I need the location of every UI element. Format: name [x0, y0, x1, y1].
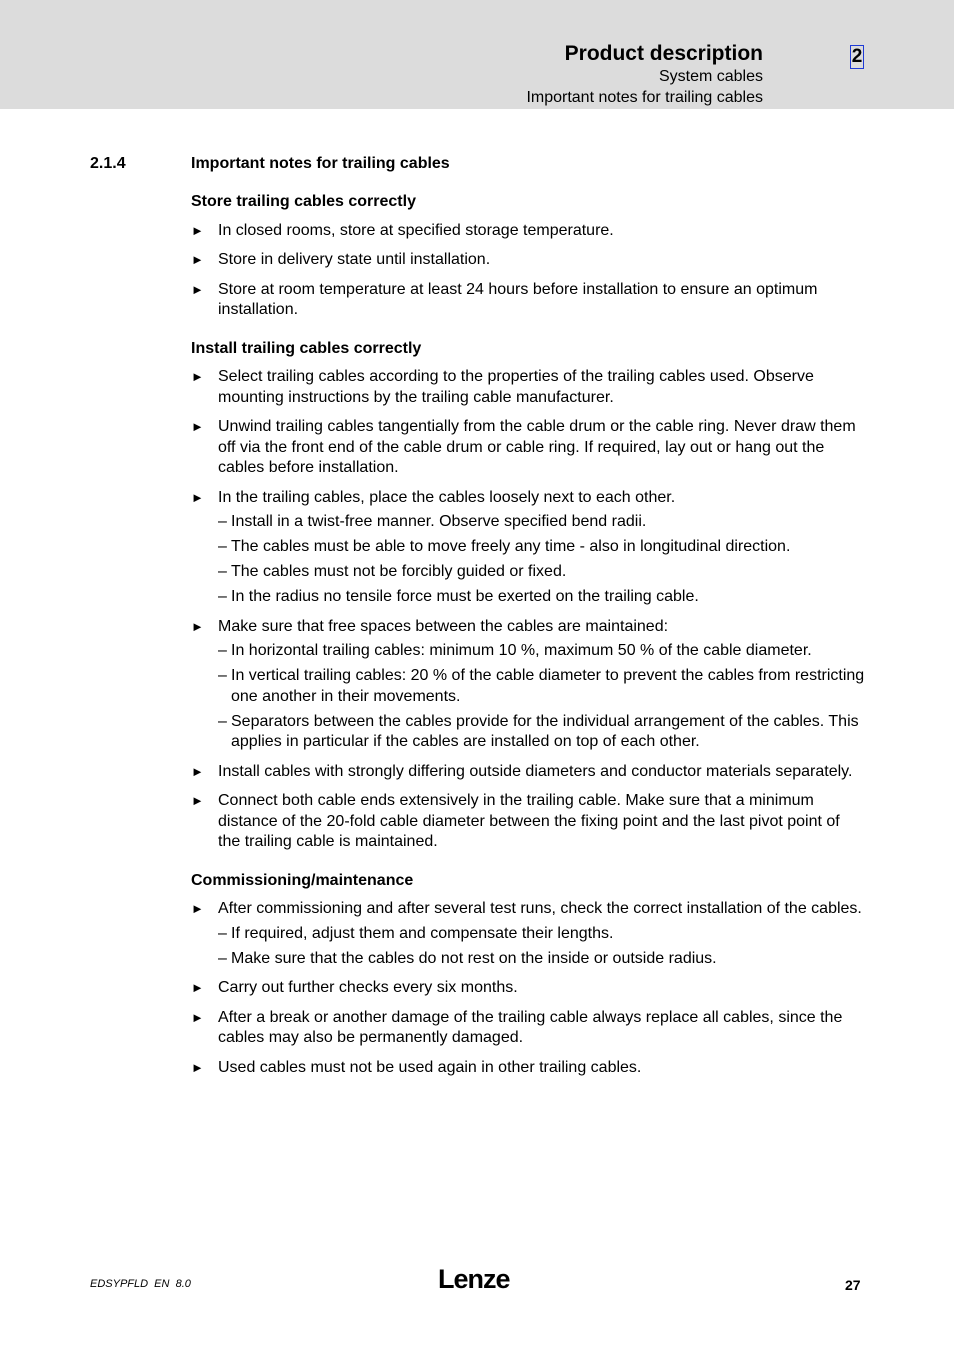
list-item	[191, 280, 866, 321]
bullet-arrow-icon: ►	[191, 1009, 204, 1025]
sub-text: In horizontal trailing cables: minimum 10 %, maximum 50 % of the cable diameter.	[231, 642, 812, 659]
header-title: Product description	[564, 42, 763, 65]
header-band	[0, 0, 954, 109]
sub-item	[191, 562, 866, 583]
bullet-arrow-icon: ►	[191, 1059, 204, 1075]
dash-icon: –	[218, 712, 227, 730]
chapter-link[interactable]: 2	[851, 46, 863, 67]
bullet-arrow-icon: ►	[191, 980, 204, 995]
list-item	[191, 1058, 866, 1079]
bullet-text: Install cables with strongly differing outside diameters and conductor materials separately.	[218, 762, 853, 780]
sub-item	[191, 666, 866, 707]
sub-text: The cables must not be forcibly guided or fixed.	[231, 563, 567, 580]
section-number: 2.1.4	[90, 155, 126, 172]
commissioning-heading: Commissioning/maintenance	[191, 871, 414, 889]
bullet-text: After a break or another damage of the trailing cable always replace all cables, since the cables may also be permanently damaged.	[218, 1008, 843, 1046]
sub-text: Make sure that the cables do not rest on the inside or outside radius.	[231, 949, 717, 967]
page-number: 27	[845, 1277, 861, 1293]
dash-icon: –	[218, 667, 227, 684]
bullet-arrow-icon: ►	[191, 222, 204, 238]
sub-text: In the radius no tensile force must be exerted on the trailing cable.	[231, 588, 699, 605]
install-heading: Install trailing cables correctly	[191, 339, 422, 357]
header-subtitle-system-cables: System cables	[658, 68, 763, 85]
sub-item	[191, 512, 866, 533]
list-item	[191, 791, 866, 853]
sub-item	[191, 949, 866, 970]
sub-text: If required, adjust them and compensate their lengths.	[231, 924, 614, 942]
dash-icon: –	[218, 924, 227, 942]
sub-text: Install in a twist-free manner. Observe specified bend radii.	[231, 513, 647, 530]
list-item	[191, 367, 866, 408]
bullet-arrow-icon: ►	[191, 252, 204, 267]
list-item	[191, 1008, 866, 1049]
bullet-arrow-icon: ►	[191, 419, 204, 434]
list-item	[191, 899, 866, 920]
lenze-logo: Lenze	[438, 1264, 510, 1294]
bullet-arrow-icon: ►	[191, 489, 204, 505]
bullet-text: Store at room temperature at least 24 hours before installation to ensure an optimum installation.	[218, 280, 818, 318]
sub-text: The cables must be able to move freely any time - also in longitudinal direction.	[231, 538, 791, 555]
list-item	[191, 488, 866, 509]
sub-item	[191, 924, 866, 945]
bullet-text: Unwind trailing cables tangentially from the cable drum or the cable ring. Never draw them off via the front end of the cable drum or cable ring. If required, lay out or hang out the cables before installation.	[218, 418, 856, 476]
bullet-arrow-icon: ►	[191, 763, 204, 779]
section-title: Important notes for trailing cables	[191, 155, 450, 172]
bullet-arrow-icon: ►	[191, 281, 204, 297]
dash-icon: –	[218, 949, 227, 967]
sub-text: In vertical trailing cables: 20 % of the cable diameter to prevent the cables from restricting one another in their movements.	[231, 667, 865, 705]
list-item	[191, 978, 866, 999]
sub-item	[191, 712, 866, 753]
bullet-arrow-icon: ►	[191, 793, 204, 808]
main-content	[191, 192, 866, 1087]
list-item	[191, 417, 866, 479]
store-heading: Store trailing cables correctly	[191, 193, 416, 210]
dash-icon: –	[218, 513, 227, 530]
sub-item	[191, 587, 866, 608]
bullet-arrow-icon: ►	[191, 901, 204, 916]
list-item	[191, 250, 866, 271]
sub-item	[191, 641, 866, 662]
bullet-text: In the trailing cables, place the cables loosely next to each other.	[218, 488, 676, 506]
bullet-arrow-icon: ►	[191, 369, 204, 384]
bullet-arrow-icon: ►	[191, 618, 204, 634]
list-item	[191, 617, 866, 638]
bullet-text: After commissioning and after several test runs, check the correct installation of the cables.	[218, 900, 862, 917]
dash-icon: –	[218, 588, 227, 605]
footer-doc-id: EDSYPFLD EN 8.0	[90, 1278, 191, 1290]
bullet-text: Select trailing cables according to the properties of the trailing cables used. Observe mounting instructions by the trailing cable manufacturer.	[218, 368, 814, 406]
dash-icon: –	[218, 563, 227, 580]
list-item	[191, 221, 866, 242]
list-item	[191, 762, 866, 783]
sub-item	[191, 537, 866, 558]
sub-text: Separators between the cables provide for the individual arrangement of the cables. This applies in particular if the cables are installed on top of each other.	[231, 712, 859, 750]
bullet-text: Used cables must not be used again in other trailing cables.	[218, 1058, 642, 1076]
header-subtitle-trailing-cables: Important notes for trailing cables	[526, 89, 763, 106]
bullet-text: Store in delivery state until installation.	[218, 251, 491, 268]
bullet-text: Make sure that free spaces between the cables are maintained:	[218, 617, 669, 635]
dash-icon: –	[218, 538, 227, 555]
bullet-text: In closed rooms, store at specified storage temperature.	[218, 221, 614, 239]
dash-icon: –	[218, 642, 227, 659]
bullet-text: Carry out further checks every six months.	[218, 979, 518, 996]
bullet-text: Connect both cable ends extensively in the trailing cable. Make sure that a minimum distance of the 20-fold cable diameter between the fixing point and the last pivot point of the trailing cable is maintained.	[218, 792, 840, 850]
